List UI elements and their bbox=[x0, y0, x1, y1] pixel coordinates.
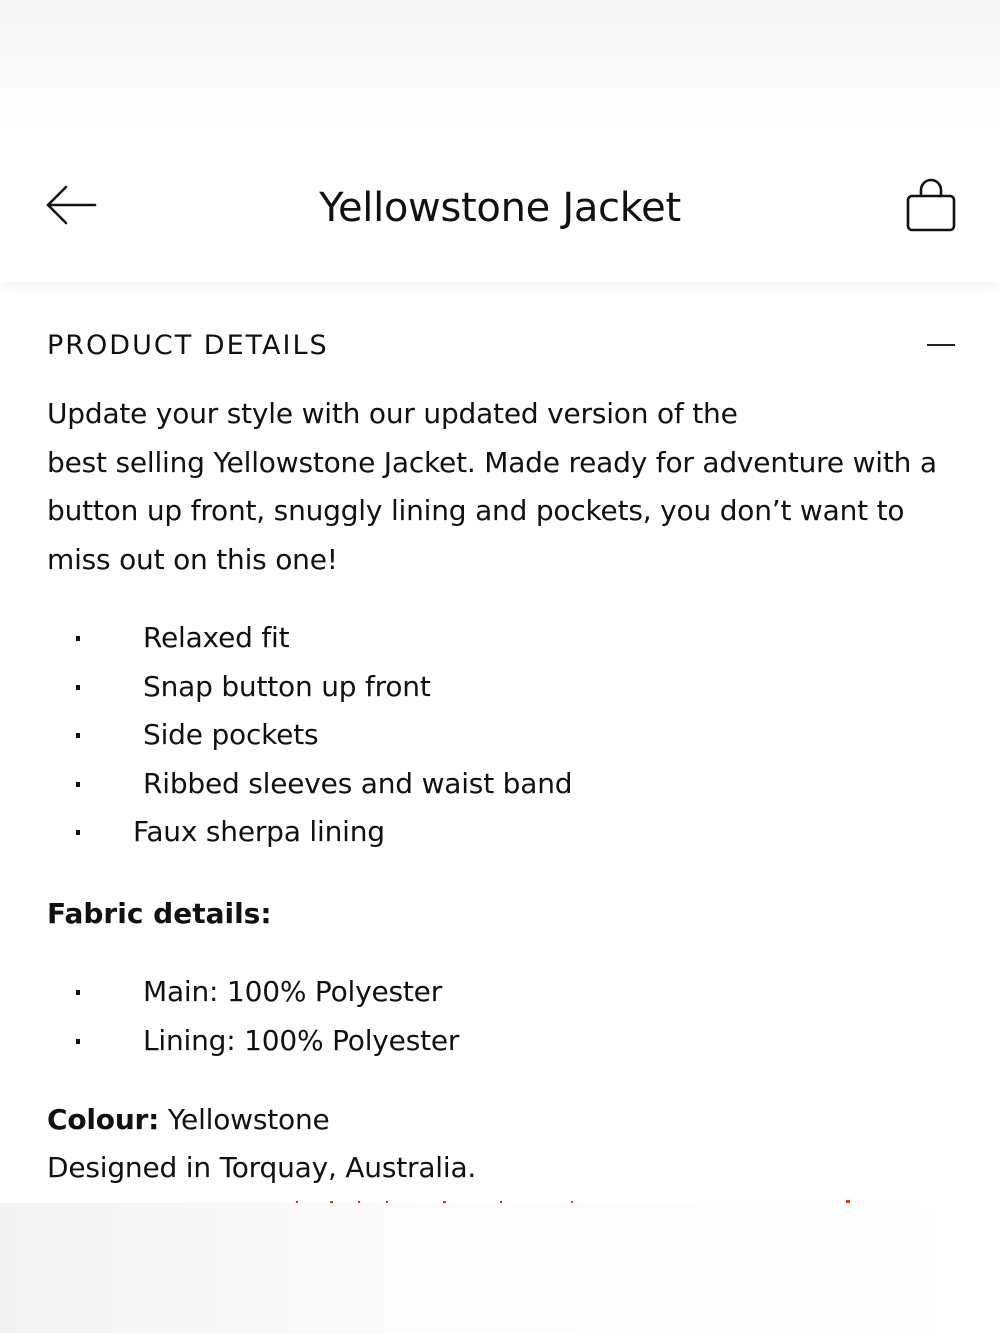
bullet-icon bbox=[76, 830, 80, 835]
product-details-toggle[interactable] bbox=[47, 282, 957, 407]
bullet-icon bbox=[76, 733, 80, 738]
list-item bbox=[47, 760, 957, 809]
colour-value: Yellowstone bbox=[167, 1103, 330, 1136]
feature-text: Faux sherpa lining bbox=[133, 815, 385, 848]
description-line: miss out on this one! bbox=[47, 542, 338, 576]
shopping-bag-icon bbox=[900, 176, 962, 238]
feature-text: Side pockets bbox=[143, 718, 319, 751]
product-details-section bbox=[47, 282, 957, 1184]
fabric-list bbox=[47, 968, 957, 1065]
list-item bbox=[47, 663, 957, 712]
bullet-icon bbox=[76, 685, 80, 690]
bullet-icon bbox=[76, 1039, 80, 1044]
colour-info bbox=[47, 1096, 330, 1145]
feature-list bbox=[47, 614, 957, 857]
bottom-bar-background bbox=[0, 1203, 1000, 1333]
product-description bbox=[47, 390, 957, 584]
cart-button[interactable] bbox=[900, 176, 962, 238]
designed-in-text: Designed in Torquay, Australia. bbox=[47, 1151, 477, 1184]
minus-icon[interactable] bbox=[927, 344, 955, 346]
feature-text: Ribbed sleeves and waist band bbox=[143, 766, 573, 800]
fabric-text: Lining: 100% Polyester bbox=[143, 1023, 460, 1057]
description-line: Update your style with our updated version of the bbox=[47, 397, 738, 430]
page-title: Yellowstone Jacket bbox=[319, 185, 681, 231]
description-line: best selling Yellowstone Jacket. Made ready for adventure with a bbox=[47, 445, 937, 479]
bullet-icon bbox=[76, 990, 80, 995]
feature-text: Relaxed fit bbox=[143, 621, 290, 654]
feature-text: Snap button up front bbox=[143, 669, 431, 703]
bullet-icon bbox=[76, 636, 80, 641]
list-item bbox=[47, 614, 957, 663]
bullet-icon bbox=[76, 782, 80, 787]
fabric-text: Main: 100% Polyester bbox=[143, 975, 443, 1008]
list-item bbox=[47, 1017, 957, 1066]
colour-label: Colour: bbox=[47, 1103, 160, 1136]
status-area-background bbox=[0, 0, 1000, 130]
list-item bbox=[47, 808, 957, 857]
section-title: PRODUCT DETAILS bbox=[47, 330, 329, 361]
list-item bbox=[47, 711, 957, 760]
app-header bbox=[0, 130, 1000, 282]
description-line: button up front, snuggly lining and pockets, you don’t want to bbox=[47, 494, 905, 527]
fabric-details-heading: Fabric details: bbox=[47, 897, 272, 930]
list-item bbox=[47, 968, 957, 1017]
